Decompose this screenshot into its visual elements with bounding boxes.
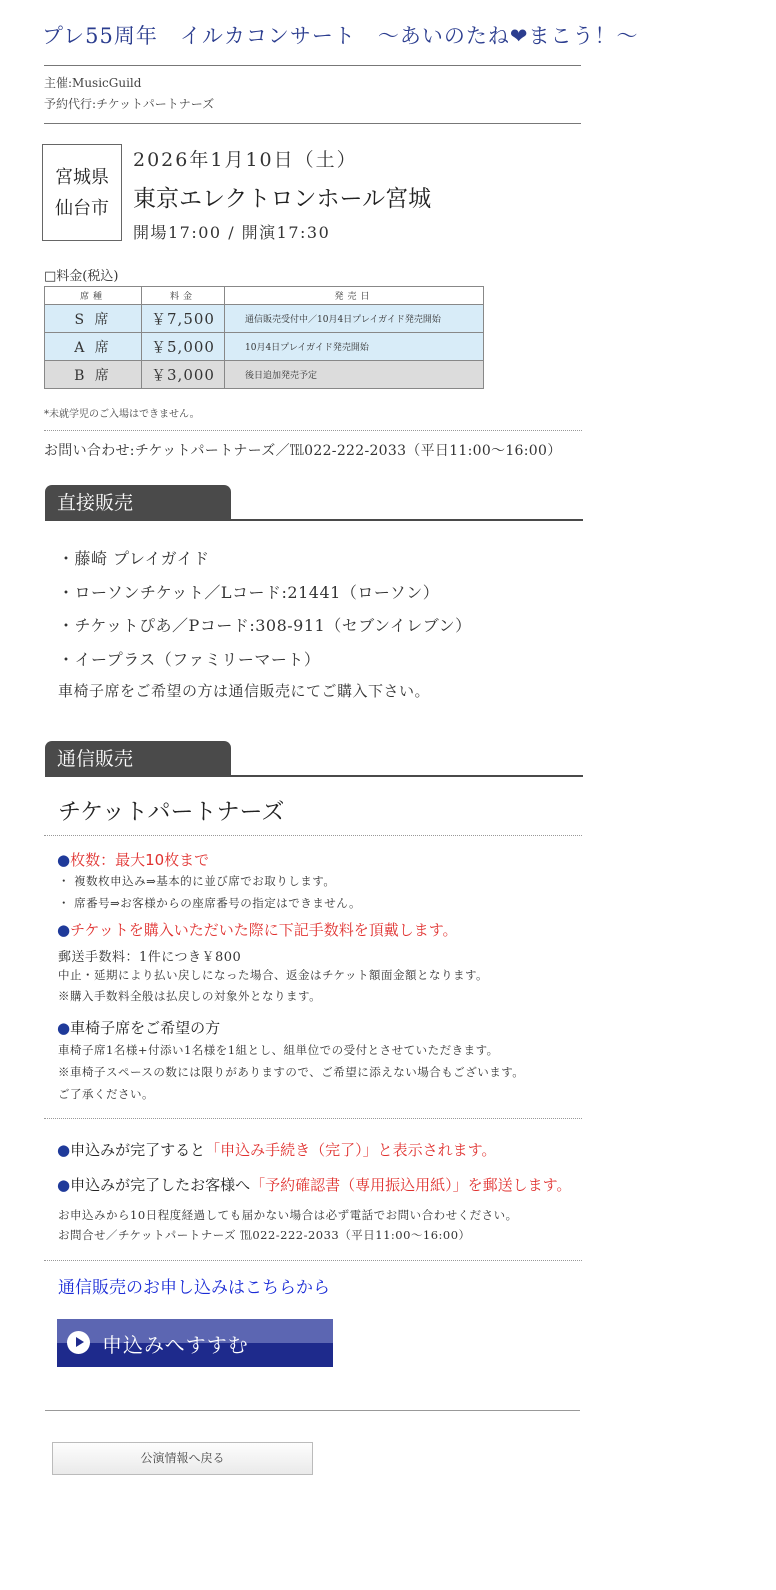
followup-note: お問合せ／チケットパートナーズ ℡022-222-2033（平日11:00～16:00） bbox=[58, 1228, 471, 1242]
price-table-header bbox=[45, 287, 484, 305]
divider bbox=[44, 123, 581, 124]
fee-note: 郵送手数料：1件につき￥800 bbox=[58, 950, 242, 965]
bullet-icon: ● bbox=[57, 1019, 71, 1037]
followup-note: お申込みから10日程度経過しても届かない場合は必ず電話でお問い合わせください。 bbox=[58, 1208, 518, 1222]
header-sale: 発売日 bbox=[225, 287, 484, 305]
section-rule bbox=[45, 519, 583, 521]
divider bbox=[45, 1410, 580, 1411]
outlet-item: ・ローソンチケット／Lコード:21441（ローソン） bbox=[58, 583, 440, 602]
dotted-divider bbox=[44, 1118, 582, 1119]
direct-sales-header bbox=[45, 485, 583, 521]
wheelchair-note: ご了承ください。 bbox=[58, 1087, 154, 1101]
sale-info: 後日追加発売予定 bbox=[225, 361, 484, 389]
prefecture: 宮城県 bbox=[55, 166, 109, 188]
play-circle-icon bbox=[67, 1331, 90, 1354]
complete-note-highlight: 「申込み手続き（完了）」と表示されます。 bbox=[205, 1141, 497, 1159]
bullet-icon: ● bbox=[57, 1141, 71, 1159]
complete-note-highlight: 「予約確認書（専用振込用紙）」を郵送します。 bbox=[250, 1176, 572, 1194]
booking-agent: 予約代行:チケットパートナーズ bbox=[44, 97, 215, 111]
event-date: 2026年1月10日（土） bbox=[133, 149, 358, 171]
seat-type: A 席 bbox=[45, 333, 142, 361]
location-box bbox=[42, 144, 122, 241]
city: 仙台市 bbox=[55, 197, 109, 219]
seat-price: ￥5,000 bbox=[142, 333, 225, 361]
dotted-divider bbox=[44, 430, 582, 431]
seat-type: S 席 bbox=[45, 305, 142, 333]
limit-note: ・ 複数枚申込み⇒基本的に並び席でお取りします。 bbox=[58, 874, 336, 888]
seat-price: ￥3,000 bbox=[142, 361, 225, 389]
limit-title-text: 枚数：最大10枚まで bbox=[70, 851, 210, 869]
sale-info: 10月4日プレイガイド発売開始 bbox=[225, 333, 484, 361]
outlet-item: ・イープラス（ファミリーマート） bbox=[58, 650, 321, 669]
dotted-divider bbox=[44, 1260, 582, 1261]
fee-title bbox=[57, 919, 458, 940]
event-times: 開場17:00 / 開演17:30 bbox=[133, 223, 331, 242]
bullet-icon: ● bbox=[57, 1176, 71, 1194]
wheelchair-note: 車椅子席をご希望の方は通信販売にてご購入下さい。 bbox=[58, 682, 431, 700]
seat-type: B 席 bbox=[45, 361, 142, 389]
section-rule bbox=[45, 775, 583, 777]
section-title: 通信販売 bbox=[45, 741, 231, 775]
bullet-icon: ● bbox=[57, 851, 71, 869]
complete-note-1 bbox=[57, 1139, 496, 1160]
complete-note-text: 申込みが完了したお客様へ bbox=[70, 1176, 251, 1194]
venue-name: 東京エレクトロンホール宮城 bbox=[133, 186, 432, 212]
fee-title-text: チケットを購入いただいた際に下記手数料を頂戴します。 bbox=[70, 921, 458, 939]
wheelchair-title-text: 車椅子席をご希望の方 bbox=[70, 1019, 221, 1037]
limit-note: ・ 席番号⇒お客様からの座席番号の指定はできません。 bbox=[58, 896, 361, 910]
fee-note: 中止・延期により払い戻しになった場合、返金はチケット額面金額となります。 bbox=[58, 968, 489, 982]
inquiry-info: お問い合わせ:チケットパートナーズ／℡022-222-2033（平日11:00～16:00） bbox=[44, 443, 562, 459]
complete-note-text: 申込みが完了すると bbox=[70, 1141, 206, 1159]
bullet-icon: ● bbox=[57, 921, 71, 939]
event-title: プレ55周年 イルカコンサート ～あいのたね❤まこう！～ bbox=[42, 24, 639, 48]
outlet-item: ・チケットぴあ／Pコード:308-911（セブンイレブン） bbox=[58, 616, 472, 635]
price-table bbox=[44, 286, 484, 389]
outlet-item: ・藤崎 プレイガイド bbox=[58, 549, 210, 568]
fee-note: ※購入手数料全般は払戻しの対象外となります。 bbox=[58, 989, 322, 1003]
header-seat: 席種 bbox=[45, 287, 142, 305]
wheelchair-note: 車椅子席1名様+付添い1名様を1組とし、組単位での受付とさせていただきます。 bbox=[58, 1043, 499, 1057]
wheelchair-title bbox=[57, 1017, 220, 1038]
section-title: 直接販売 bbox=[45, 485, 231, 519]
apply-link[interactable]: 通信販売のお申し込みはこちらから bbox=[58, 1278, 330, 1298]
apply-button-label: 申込みへすすむ bbox=[102, 1333, 249, 1357]
complete-note-2 bbox=[57, 1174, 571, 1195]
apply-button[interactable] bbox=[57, 1319, 333, 1367]
header-price: 料金 bbox=[142, 287, 225, 305]
kids-note: *未就学児のご入場はできません。 bbox=[44, 409, 200, 420]
table-row bbox=[45, 333, 484, 361]
sale-info: 通信販売受付中／10月4日プレイガイド発売開始 bbox=[225, 305, 484, 333]
divider bbox=[44, 65, 581, 66]
table-row bbox=[45, 361, 484, 389]
limit-title bbox=[57, 849, 209, 870]
dotted-divider bbox=[44, 835, 582, 836]
wheelchair-note: ※車椅子スペースの数には限りがありますので、ご希望に添えない場合もございます。 bbox=[58, 1065, 525, 1079]
company-name: チケットパートナーズ bbox=[58, 799, 285, 825]
price-label: □料金(税込) bbox=[44, 269, 119, 284]
organizer: 主催:MusicGuild bbox=[44, 76, 142, 90]
mail-sales-header bbox=[45, 741, 583, 777]
seat-price: ￥7,500 bbox=[142, 305, 225, 333]
table-row bbox=[45, 305, 484, 333]
back-button[interactable]: 公演情報へ戻る bbox=[52, 1442, 313, 1475]
